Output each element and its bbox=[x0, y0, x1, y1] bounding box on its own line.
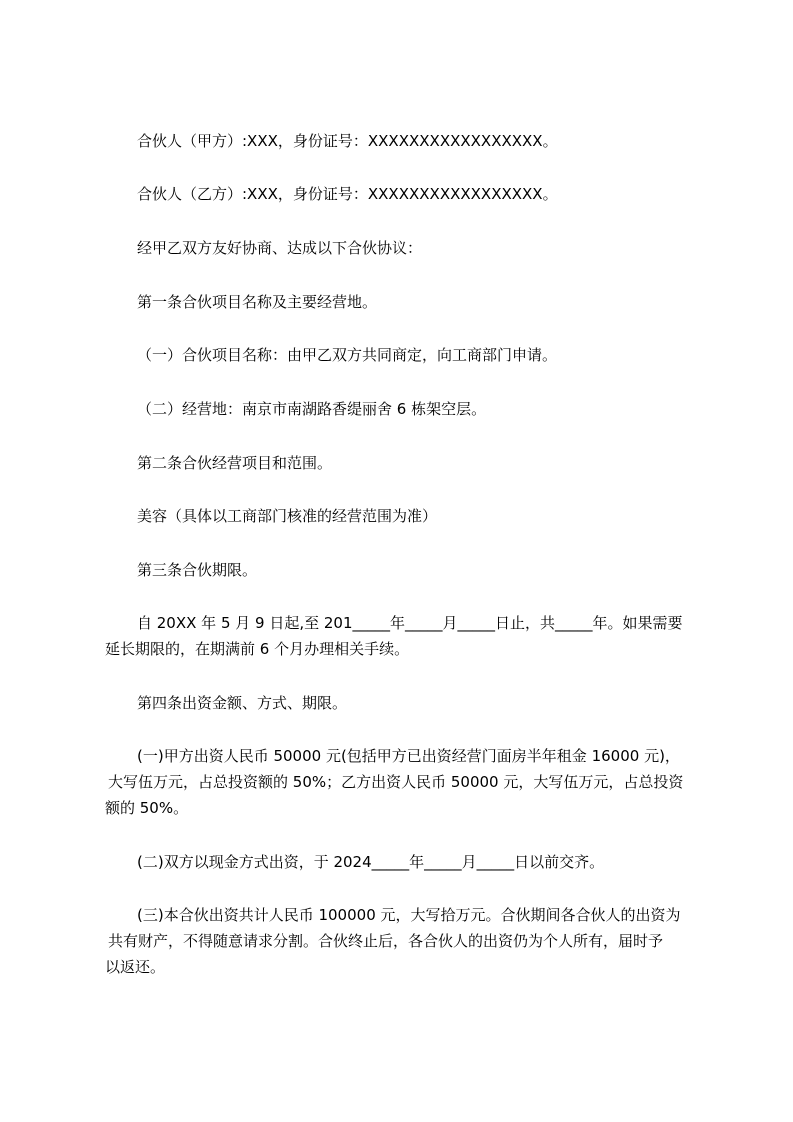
article-1-item-1: （一）合伙项目名称：由甲乙双方共同商定，向工商部门申请。 bbox=[137, 346, 558, 364]
article-4-item-2: (二)双方以现金方式出资，于 2024_____年_____月_____日以前交齐。 bbox=[137, 853, 605, 871]
article-4-item-1-line-1: (一)甲方出资人民币 50000 元(包括甲方已出资经营门面房半年租金 16000 元)， bbox=[137, 747, 680, 765]
party-b-line: 合伙人（乙方）:XXX，身份证号：XXXXXXXXXXXXXXXXX。 bbox=[137, 185, 558, 203]
article-3-heading: 第三条合伙期限。 bbox=[137, 561, 258, 579]
agreement-intro: 经甲乙双方友好协商、达成以下合伙协议： bbox=[137, 239, 423, 257]
article-4-item-3-line-1: (三)本合伙出资共计人民币 100000 元，大写拾万元。合伙期间各合伙人的出资为 bbox=[137, 906, 681, 924]
article-1-heading: 第一条合伙项目名称及主要经营地。 bbox=[137, 293, 378, 311]
article-4-item-3-line-3: 以返还。 bbox=[105, 958, 166, 976]
article-2-scope: 美容（具体以工商部门核准的经营范围为准） bbox=[137, 507, 438, 525]
article-4-item-1-line-2: 大写伍万元，占总投资额的 50%；乙方出资人民币 50000 元，大写伍万元，占总投资 bbox=[108, 773, 684, 791]
article-2-heading: 第二条合伙经营项目和范围。 bbox=[137, 454, 333, 472]
article-3-term-line-2: 延长期限的，在期满前 6 个月办理相关手续。 bbox=[105, 640, 410, 658]
party-a-line: 合伙人（甲方）:XXX，身份证号：XXXXXXXXXXXXXXXXX。 bbox=[137, 132, 558, 150]
article-3-term-line-1: 自 20XX 年 5 月 9 日起,至 201_____年_____月_____日止，共_____年。如果需要 bbox=[137, 614, 683, 632]
article-4-item-1-line-3: 额的 50%。 bbox=[105, 799, 189, 817]
article-4-item-3-line-2: 共有财产，不得随意请求分割。合伙终止后，各合伙人的出资仍为个人所有，届时予 bbox=[108, 932, 664, 950]
article-1-item-2: （二）经营地：南京市南湖路香缇丽舍 6 栋架空层。 bbox=[137, 400, 487, 418]
article-4-heading: 第四条出资金额、方式、期限。 bbox=[137, 694, 348, 712]
